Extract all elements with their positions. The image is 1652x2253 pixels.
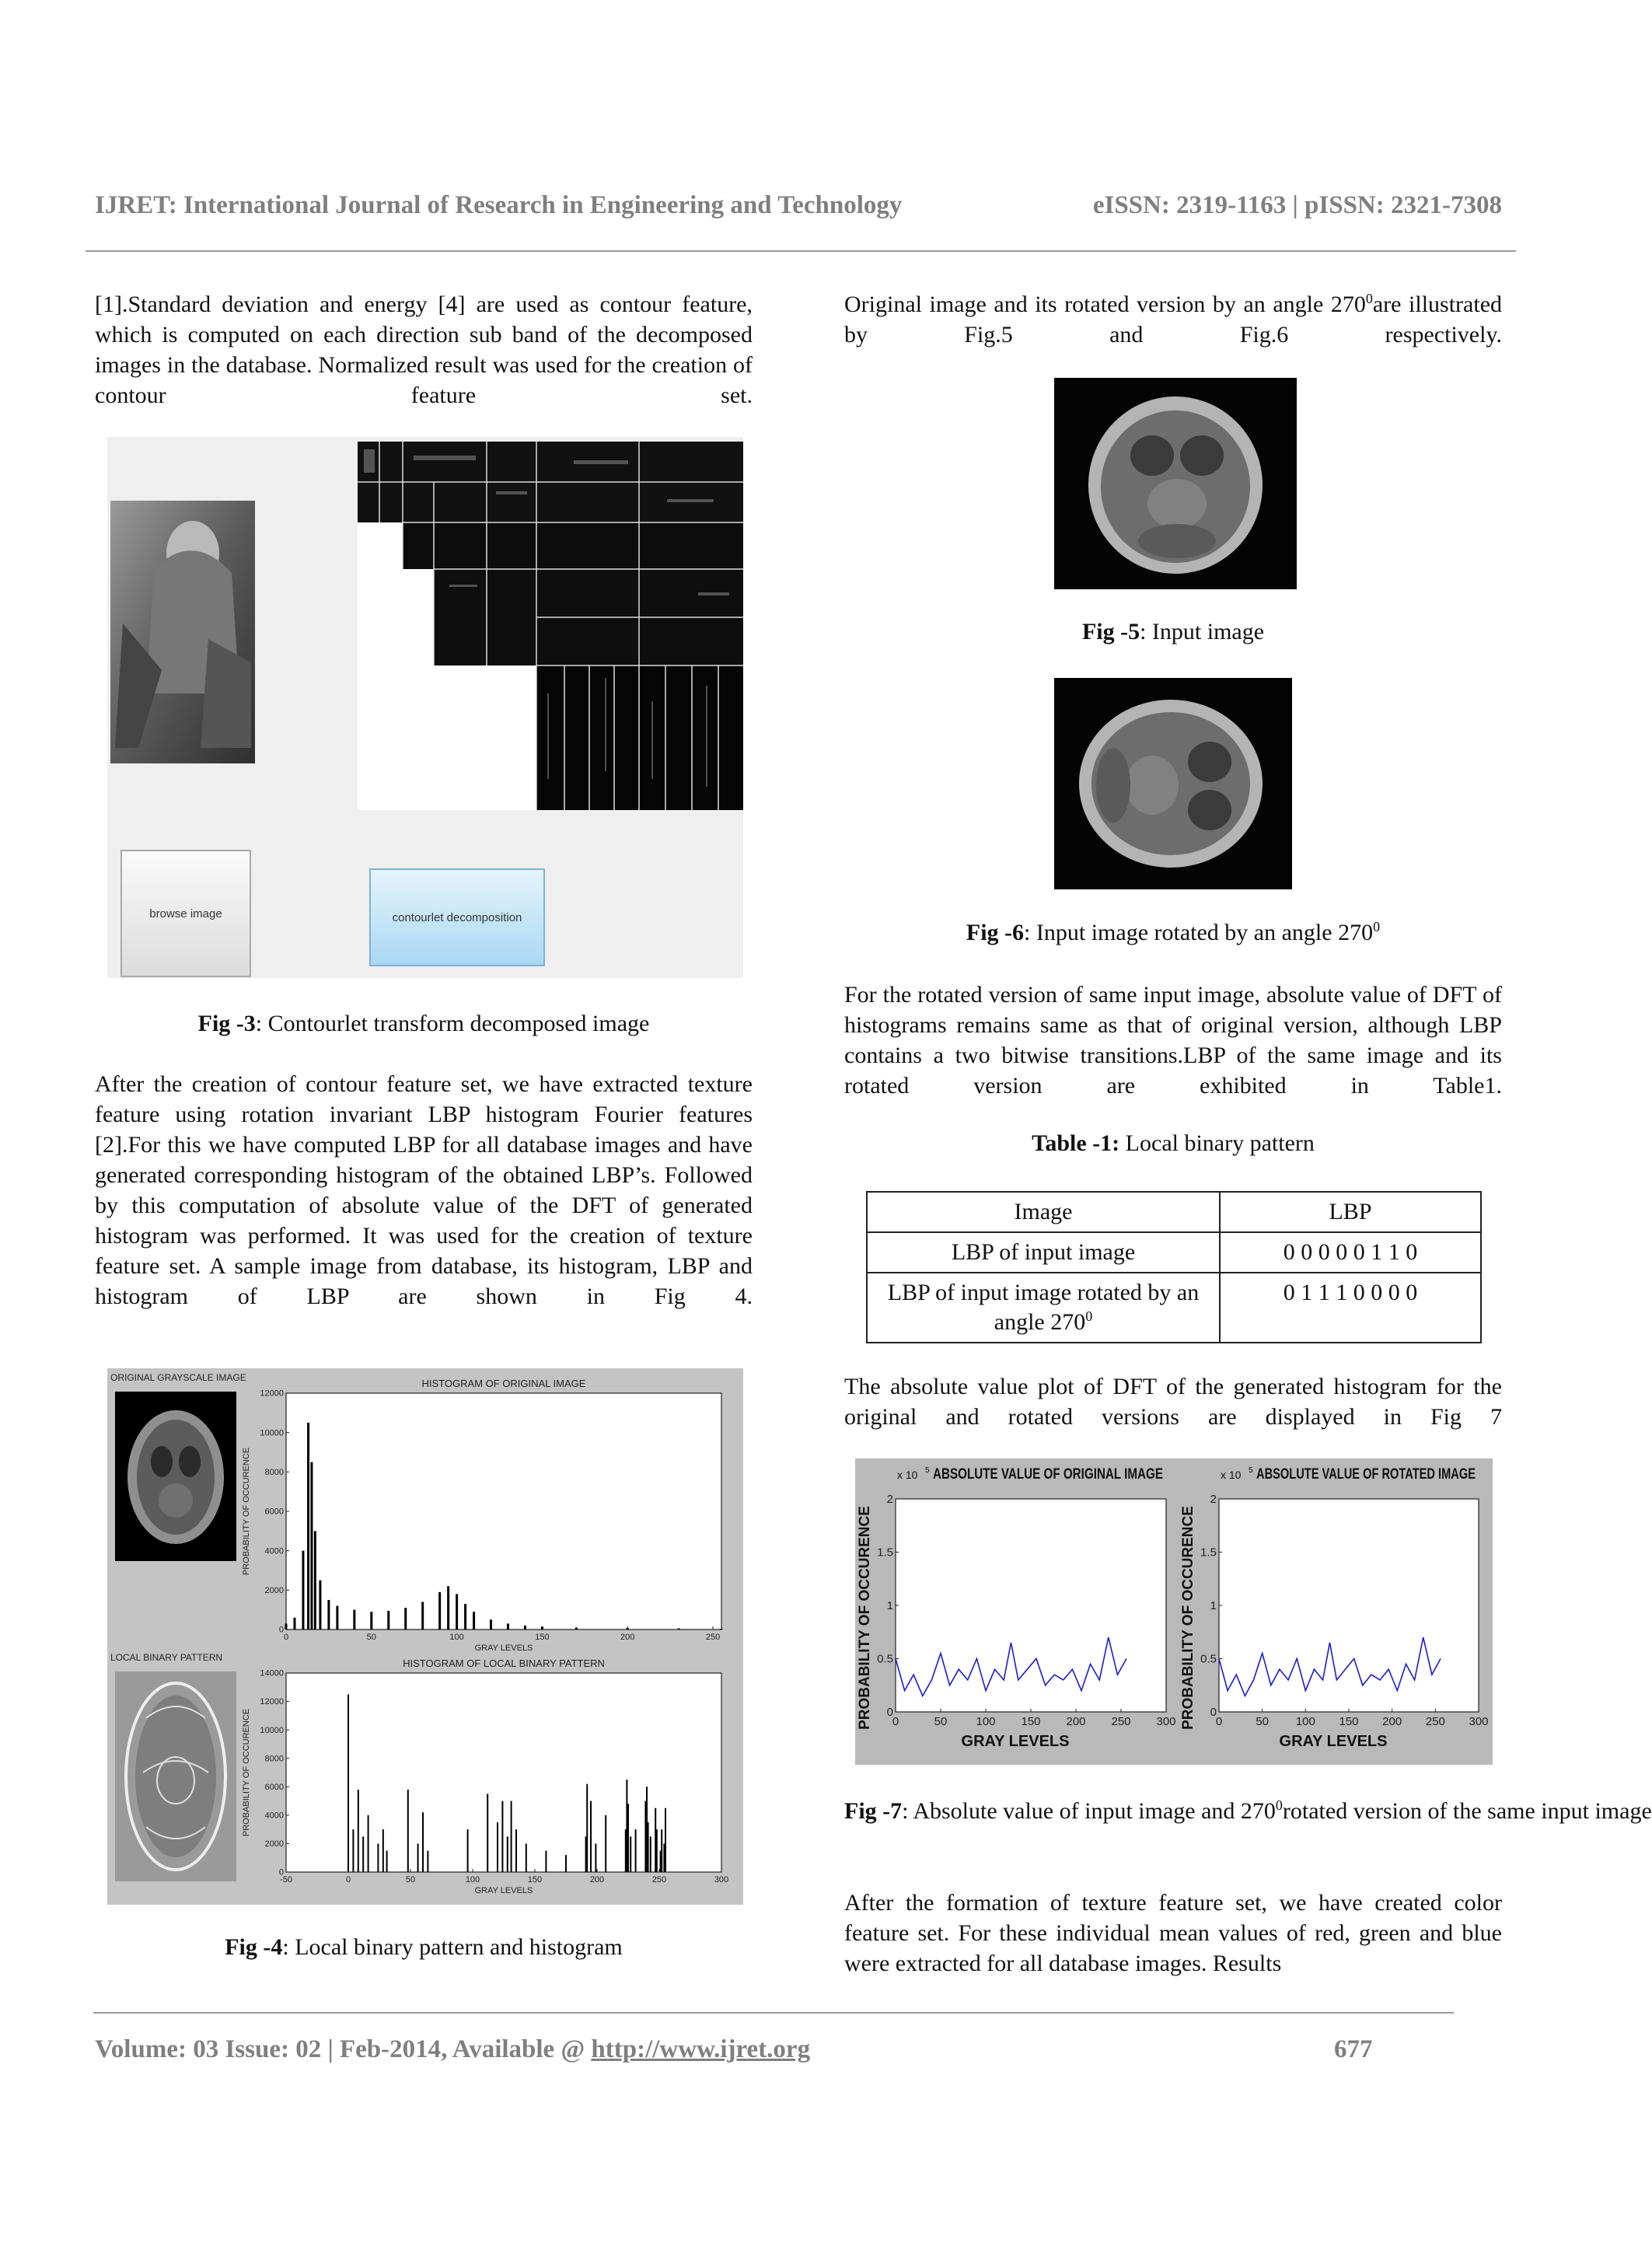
table-cell-label: LBP of input image bbox=[867, 1232, 1220, 1273]
table-header-row bbox=[867, 1192, 1481, 1232]
fig7-caption-text-b: rotated version of the same input image bbox=[1282, 1798, 1652, 1824]
x-tick-label: 300 bbox=[1156, 1715, 1176, 1728]
fig5-mri-image bbox=[1054, 378, 1297, 589]
degree-sup: 0 bbox=[1365, 291, 1373, 306]
histogram-bar bbox=[648, 1822, 649, 1872]
histogram-bar bbox=[490, 1619, 492, 1629]
x-tick-label: 150 bbox=[527, 1875, 543, 1884]
y-tick-label: 0.5 bbox=[877, 1652, 893, 1666]
histogram-bar bbox=[595, 1843, 596, 1872]
y-tick-label: 10000 bbox=[260, 1428, 284, 1438]
histogram-bar bbox=[586, 1784, 588, 1872]
histogram-bar bbox=[421, 1602, 424, 1629]
table-cell-value: 0 1 1 1 0 0 0 0 bbox=[1220, 1273, 1481, 1343]
right-paragraph-1-b: are illustrated by Fig.5 and Fig.6 respectively. bbox=[844, 292, 1503, 348]
y-tick-label: 6000 bbox=[264, 1507, 284, 1517]
histogram-bar bbox=[590, 1801, 592, 1872]
histogram-bar bbox=[545, 1851, 547, 1872]
y-tick-label: 8000 bbox=[264, 1754, 284, 1764]
histogram-bar bbox=[353, 1610, 355, 1629]
histogram-bar bbox=[635, 1829, 637, 1872]
histogram-bar bbox=[386, 1851, 388, 1872]
x-tick-label: 0 bbox=[345, 1875, 351, 1884]
histogram-bar bbox=[407, 1790, 409, 1872]
histogram-bar bbox=[665, 1808, 666, 1872]
histogram-bar bbox=[417, 1843, 419, 1872]
y-tick-label: 2 bbox=[1210, 1493, 1217, 1506]
x-tick-label: 200 bbox=[589, 1875, 605, 1884]
table-cell-sup: 0 bbox=[1085, 1308, 1093, 1324]
browse-image-button[interactable]: browse image bbox=[149, 906, 222, 920]
table-header-image: Image bbox=[867, 1192, 1220, 1232]
x-tick-label: 300 bbox=[1469, 1715, 1489, 1728]
fig6-caption-text: : Input image rotated by an angle 270 bbox=[1024, 920, 1374, 945]
x-axis-label: GRAY LEVELS bbox=[961, 1733, 1070, 1750]
right-paragraph-3: The absolute value plot of DFT of the generated histogram for the original and rotated versions are displayed in Fig 7 bbox=[844, 1374, 1502, 1430]
histogram-bar bbox=[293, 1618, 295, 1629]
histogram-bar bbox=[627, 1628, 629, 1629]
y-tick-label: 2000 bbox=[264, 1839, 284, 1850]
x-axis-label: GRAY LEVELS bbox=[474, 1643, 533, 1653]
right-paragraph-1 bbox=[844, 289, 1502, 380]
right-paragraph-1-a: Original image and its rotated version by an angle 270 bbox=[844, 292, 1366, 317]
fig6-mri-image bbox=[1054, 678, 1292, 889]
plot-area bbox=[896, 1499, 1166, 1712]
fig4-caption-label: Fig -4 bbox=[225, 1934, 283, 1960]
histogram-bar bbox=[661, 1829, 662, 1872]
x-tick-label: 200 bbox=[620, 1633, 635, 1642]
y-tick-label: 8000 bbox=[264, 1468, 284, 1477]
x-tick-label: 100 bbox=[1295, 1715, 1315, 1728]
chart-title: ABSOLUTE VALUE OF ROTATED IMAGE bbox=[1256, 1466, 1476, 1483]
chart-title: HISTOGRAM OF LOCAL BINARY PATTERN bbox=[403, 1657, 605, 1669]
table1-caption-label: Table -1: bbox=[1032, 1130, 1120, 1156]
histogram-bar bbox=[464, 1604, 466, 1629]
scale-label: x 10 bbox=[897, 1469, 918, 1481]
histogram-bar bbox=[352, 1829, 354, 1872]
x-tick-label: 150 bbox=[1339, 1715, 1359, 1728]
x-tick-label: 50 bbox=[405, 1875, 416, 1884]
histogram-bar bbox=[456, 1594, 458, 1629]
histogram-bar bbox=[678, 1628, 680, 1629]
fig3-caption-text: : Contourlet transform decomposed image bbox=[255, 1011, 650, 1036]
histogram-bar bbox=[387, 1611, 389, 1629]
plot-area bbox=[1219, 1499, 1479, 1712]
fig4-title-lbp: LOCAL BINARY PATTERN bbox=[110, 1652, 223, 1663]
histogram-bar bbox=[650, 1836, 651, 1872]
left-paragraph-1: [1].Standard deviation and energy [4] are used as contour feature, which is computed on each direction sub band of the decomposed images in the database. Normalized result was used for the creation of contour feature set. bbox=[95, 292, 753, 408]
fig4-plots bbox=[107, 1368, 743, 1905]
x-tick-label: 250 bbox=[1425, 1715, 1445, 1728]
plot-area bbox=[286, 1393, 721, 1629]
histogram-bar bbox=[348, 1694, 349, 1872]
x-tick-label: 200 bbox=[1066, 1715, 1086, 1728]
x-tick-label: 200 bbox=[1382, 1715, 1402, 1728]
x-tick-label: 100 bbox=[465, 1875, 480, 1884]
chart-title: HISTOGRAM OF ORIGINAL IMAGE bbox=[421, 1378, 586, 1389]
histogram-bar bbox=[438, 1592, 441, 1629]
fig4-title-original: ORIGINAL GRAYSCALE IMAGE bbox=[110, 1372, 246, 1383]
x-axis-label: GRAY LEVELS bbox=[474, 1886, 533, 1895]
y-tick-label: 1.5 bbox=[877, 1546, 893, 1560]
fig3-caption-label: Fig -3 bbox=[197, 1011, 256, 1036]
y-tick-label: 1 bbox=[886, 1599, 893, 1612]
x-tick-label: 150 bbox=[535, 1633, 550, 1642]
histogram-bar bbox=[370, 1612, 372, 1629]
scale-exponent: 5 bbox=[1249, 1466, 1253, 1475]
histogram-bar bbox=[656, 1829, 658, 1872]
fig5-svg bbox=[1054, 378, 1297, 589]
fig5-caption-label: Fig -5 bbox=[1081, 619, 1140, 644]
histogram-bar bbox=[630, 1836, 631, 1872]
histogram-bar bbox=[487, 1794, 488, 1872]
y-tick-label: 1 bbox=[1210, 1599, 1217, 1612]
fig4-caption bbox=[95, 1934, 753, 1961]
fig4-figure bbox=[107, 1368, 743, 1905]
y-tick-label: 2 bbox=[886, 1493, 893, 1506]
histogram-bar bbox=[501, 1801, 503, 1872]
histogram-bar bbox=[524, 1626, 526, 1629]
histogram-bar bbox=[427, 1851, 428, 1872]
x-tick-label: 100 bbox=[449, 1633, 464, 1642]
histogram-bar bbox=[314, 1531, 316, 1629]
fig3-caption bbox=[95, 1011, 753, 1037]
histogram-bar bbox=[507, 1836, 508, 1872]
histogram-bar bbox=[515, 1829, 517, 1872]
x-tick-label: 250 bbox=[705, 1633, 721, 1642]
y-tick-label: 4000 bbox=[264, 1811, 284, 1821]
table1-caption bbox=[844, 1130, 1502, 1157]
footer-text bbox=[95, 2035, 810, 2064]
fig7-caption-text-a: : Absolute value of input image and 270 bbox=[902, 1798, 1276, 1824]
histogram-bar bbox=[362, 1836, 364, 1872]
x-tick-label: 250 bbox=[1111, 1715, 1131, 1728]
x-tick-label: 250 bbox=[651, 1875, 667, 1884]
fig6-svg bbox=[1054, 678, 1292, 889]
table1-caption-text: Local binary pattern bbox=[1119, 1130, 1315, 1156]
fig4-histogram-lbp bbox=[242, 1657, 728, 1895]
x-tick-label: -50 bbox=[280, 1875, 292, 1884]
contourlet-decomposition-button[interactable]: contourlet decomposition bbox=[392, 910, 522, 924]
y-tick-label: 0 bbox=[278, 1625, 284, 1635]
y-tick-label: 10000 bbox=[260, 1725, 284, 1735]
y-axis-label: PROBABILITY OF OCCURENCE bbox=[242, 1708, 251, 1837]
scale-exponent: 5 bbox=[925, 1466, 930, 1475]
histogram-bar bbox=[368, 1815, 369, 1872]
journal-issn: eISSN: 2319-1163 | pISSN: 2321-7308 bbox=[1092, 191, 1502, 219]
x-tick-label: 150 bbox=[1021, 1715, 1041, 1728]
fig5-caption-text: : Input image bbox=[1140, 619, 1265, 644]
y-tick-label: 1.5 bbox=[1200, 1546, 1217, 1560]
histogram-bar bbox=[627, 1804, 629, 1872]
x-tick-label: 50 bbox=[934, 1715, 948, 1728]
table-cell-label-text: LBP of input image rotated by an angle 270 bbox=[887, 1280, 1200, 1335]
fig7-plot-rotated bbox=[1180, 1466, 1489, 1750]
histogram-bar bbox=[497, 1822, 498, 1872]
y-tick-label: 0.5 bbox=[1200, 1652, 1217, 1666]
histogram-bar bbox=[541, 1626, 543, 1629]
x-tick-label: 300 bbox=[714, 1875, 729, 1884]
fig7-caption bbox=[844, 1796, 1652, 1826]
histogram-bar bbox=[307, 1423, 309, 1629]
y-tick-label: 12000 bbox=[260, 1697, 284, 1707]
lbp-table bbox=[866, 1191, 1482, 1343]
journal-title: IJRET: International Journal of Research in Engineering and Technology bbox=[95, 191, 903, 219]
table-row bbox=[867, 1273, 1481, 1343]
histogram-bar bbox=[565, 1855, 567, 1872]
histogram-bar bbox=[285, 1623, 288, 1629]
fig7-figure bbox=[855, 1458, 1493, 1765]
histogram-bar bbox=[310, 1462, 313, 1629]
x-tick-label: 0 bbox=[1215, 1715, 1223, 1728]
scale-label: x 10 bbox=[1221, 1469, 1242, 1481]
y-axis-label: PROBABILITY OF OCCURENCE bbox=[242, 1447, 251, 1576]
fig7-plot-original bbox=[857, 1466, 1176, 1750]
histogram-bar bbox=[302, 1551, 304, 1629]
histogram-bar bbox=[447, 1586, 449, 1629]
histogram-bar bbox=[473, 1612, 475, 1629]
y-tick-label: 2000 bbox=[264, 1586, 284, 1595]
fig7-plots bbox=[855, 1458, 1493, 1765]
x-tick-label: 0 bbox=[283, 1633, 289, 1642]
table-cell-label bbox=[867, 1273, 1220, 1343]
right-paragraph-4: After the formation of texture feature set, we have created color feature set. For these individual mean values of red, green and blue were extracted for all database images. Results bbox=[844, 1890, 1502, 1976]
left-paragraph-2: After the creation of contour feature set, we have extracted texture feature using rotation invariant LBP histogram Fourier features [2].For this we have computed LBP for all database images and have generated corresponding histogram of the obtained LBP’s. Followed by this computation of absolute value of the DFT of generated histogram was performed. It was used for the creation of texture feature set. A sample image from database, its histogram, LBP and histogram of LBP are shown in Fig 4. bbox=[95, 1071, 753, 1309]
fig7-caption-label: Fig -7 bbox=[844, 1798, 903, 1824]
y-tick-label: 12000 bbox=[260, 1388, 284, 1399]
chart-title: ABSOLUTE VALUE OF ORIGINAL IMAGE bbox=[933, 1466, 1163, 1483]
fig4-caption-text: : Local binary pattern and histogram bbox=[282, 1934, 623, 1960]
y-axis-label: PROBABILITY OF OCCURENCE bbox=[1180, 1506, 1196, 1730]
y-tick-label: 0 bbox=[278, 1867, 284, 1878]
histogram-bar bbox=[467, 1829, 469, 1872]
right-paragraph-2: For the rotated version of same input image, absolute value of DFT of histograms remains same as that of original version, although LBP contains a two bitwise transitions.LBP of the same image and its rotated version are exhibited in Table1. bbox=[844, 982, 1502, 1099]
fig7-caption-sup: 0 bbox=[1275, 1797, 1283, 1813]
y-tick-label: 0 bbox=[1210, 1706, 1217, 1719]
table-cell-value: 0 0 0 0 0 1 1 0 bbox=[1220, 1232, 1481, 1273]
fig6-caption-label: Fig -6 bbox=[966, 920, 1025, 945]
footer-divider bbox=[93, 2012, 1454, 2014]
histogram-bar bbox=[382, 1829, 384, 1872]
histogram-bar bbox=[605, 1815, 606, 1872]
table-header-lbp: LBP bbox=[1220, 1192, 1481, 1232]
histogram-bar bbox=[507, 1623, 509, 1629]
x-tick-label: 50 bbox=[366, 1633, 376, 1642]
fig3-contourlet-gui bbox=[107, 437, 743, 978]
histogram-bar bbox=[327, 1600, 330, 1629]
histogram-bar bbox=[422, 1812, 424, 1872]
x-axis-label: GRAY LEVELS bbox=[1279, 1733, 1388, 1750]
y-tick-label: 14000 bbox=[260, 1668, 284, 1678]
running-header bbox=[95, 191, 1502, 220]
footer-volume: Volume: 03 Issue: 02 | Feb-2014, Available @ bbox=[95, 2035, 592, 2063]
header-divider bbox=[86, 250, 1516, 252]
page-number: 677 bbox=[1334, 2035, 1373, 2063]
histogram-bar bbox=[526, 1843, 527, 1872]
histogram-bar bbox=[511, 1801, 512, 1872]
y-tick-label: 0 bbox=[886, 1706, 893, 1719]
y-tick-label: 4000 bbox=[264, 1546, 284, 1556]
fig4-histogram-original bbox=[242, 1378, 723, 1653]
x-tick-label: 50 bbox=[1256, 1715, 1270, 1728]
journal-link[interactable]: http://www.ijret.org bbox=[591, 2035, 811, 2063]
histogram-bar bbox=[358, 1790, 359, 1872]
fig5-caption bbox=[844, 619, 1502, 645]
histogram-bar bbox=[336, 1606, 338, 1629]
x-tick-label: 100 bbox=[976, 1715, 996, 1728]
table-row bbox=[867, 1232, 1481, 1273]
y-axis-label: PROBABILITY OF OCCURENCE bbox=[857, 1506, 873, 1730]
histogram-bar bbox=[377, 1843, 379, 1872]
fig6-caption-sup: 0 bbox=[1373, 919, 1381, 934]
fig6-caption bbox=[844, 920, 1502, 946]
histogram-bar bbox=[575, 1627, 578, 1629]
histogram-bar bbox=[319, 1581, 321, 1629]
y-tick-label: 6000 bbox=[264, 1782, 284, 1792]
x-tick-label: 0 bbox=[892, 1715, 899, 1728]
histogram-bar bbox=[404, 1608, 407, 1629]
